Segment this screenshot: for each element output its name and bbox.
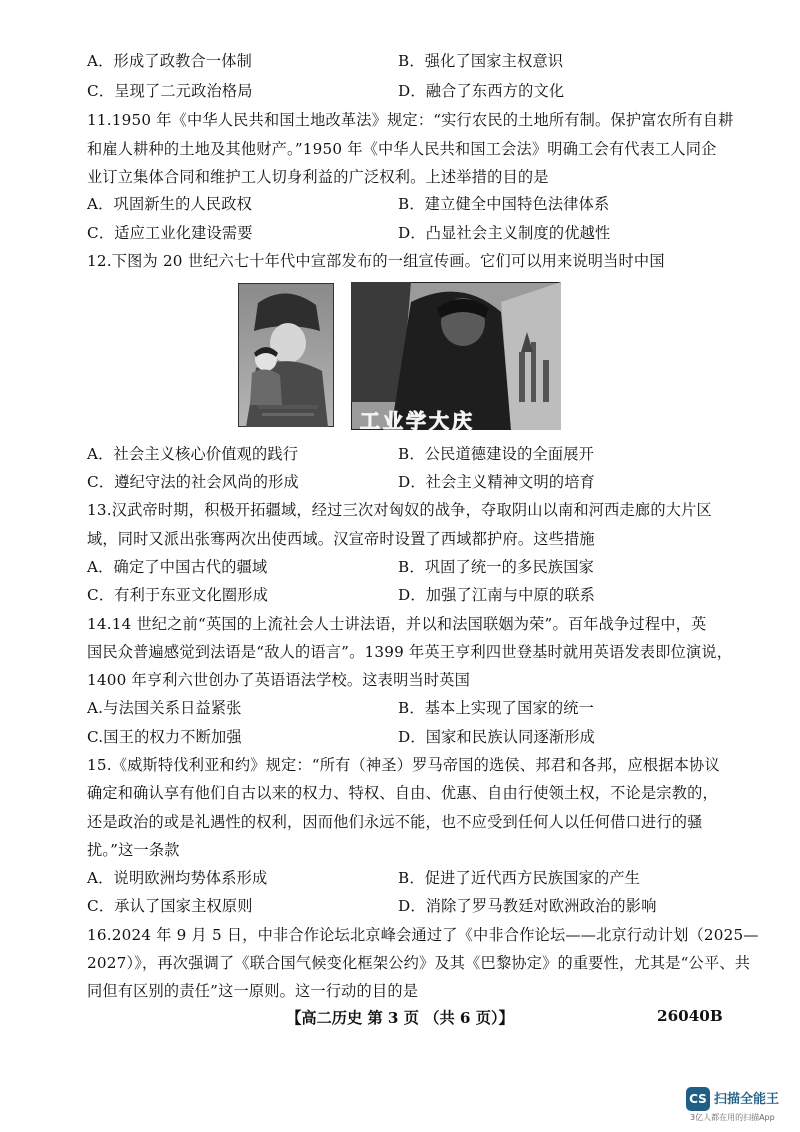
q15-stem-line-4: 扰。”这一条款: [87, 841, 180, 859]
q13-option-a: A．确定了中国古代的疆域: [87, 558, 268, 576]
paper-code: 26040B: [657, 1007, 723, 1025]
q15-option-b: B．促进了近代西方民族国家的产生: [398, 869, 641, 887]
q15-option-d: D．消除了罗马教廷对欧洲政治的影响: [398, 897, 657, 915]
q10-option-b: B．强化了国家主权意识: [398, 52, 564, 70]
q15-stem-line-1: 15.《威斯特伐利亚和约》规定：“所有（神圣）罗马帝国的选侯、邦君和各邦，应根据本协议: [87, 756, 720, 774]
q10-option-d: D．融合了东西方的文化: [398, 82, 565, 100]
q13-stem-line-2: 域，同时又派出张骞两次出使西域。汉宣帝时设置了西域都护府。这些措施: [87, 530, 595, 548]
q12-option-a: A．社会主义核心价值观的践行: [87, 445, 299, 463]
q11-stem-line-2: 和雇人耕种的土地及其他财产。”1950 年《中华人民共和国工会法》明确工会有代表工人同企: [87, 140, 717, 158]
propaganda-poster-left: [238, 283, 334, 427]
q13-option-b: B．巩固了统一的多民族国家: [398, 558, 595, 576]
q11-option-d: D．凸显社会主义制度的优越性: [398, 224, 611, 242]
q15-option-a: A．说明欧洲均势体系形成: [87, 869, 268, 887]
camscanner-logo-icon: CS: [686, 1087, 710, 1111]
q14-stem-line-3: 1400 年亨利六世创办了英语语法学校。这表明当时英国: [87, 671, 471, 689]
q11-option-a: A．巩固新生的人民政权: [87, 195, 253, 213]
q14-option-d: D．国家和民族认同逐渐形成: [398, 728, 596, 746]
page-footer: 【高二历史 第 3 页 （共 6 页）】: [286, 1009, 514, 1027]
q13-stem-line-1: 13.汉武帝时期，积极开拓疆域，经过三次对匈奴的战争，夺取阴山以南和河西走廊的大片区: [87, 501, 712, 519]
q12-option-d: D．社会主义精神文明的培育: [398, 473, 596, 491]
q10-option-a: A．形成了政教合一体制: [87, 52, 253, 70]
q14-stem-line-1: 14.14 世纪之前“英国的上流社会人士讲法语，并以和法国联姻为荣”。百年战争过程中，英: [87, 615, 707, 633]
q11-stem-line-1: 11.1950 年《中华人民共和国土地改革法》规定：“实行农民的土地所有制。保护富农所有自耕: [87, 111, 734, 129]
q15-option-c: C．承认了国家主权原则: [87, 897, 253, 915]
q12-stem: 12.下图为 20 世纪六七十年代中宣部发布的一组宣传画。它们可以用来说明当时中国: [87, 252, 665, 270]
q14-option-a: A.与法国关系日益紧张: [87, 699, 242, 717]
q16-stem-line-3: 同但有区别的责任”这一原则。这一行动的目的是: [87, 982, 419, 1000]
q14-option-c: C.国王的权力不断加强: [87, 728, 242, 746]
q16-stem-line-1: 16.2024 年 9 月 5 日，中非合作论坛北京峰会通过了《中非合作论坛——北京行动计划（2025—: [87, 926, 759, 944]
camscanner-subtitle: 3亿人都在用的扫描App: [690, 1113, 775, 1122]
q14-stem-line-2: 国民众普遍感觉到法语是“敌人的语言”。1399 年英王亨利四世登基时就用英语发表即位演说，: [87, 643, 733, 661]
q14-option-b: B．基本上实现了国家的统一: [398, 699, 595, 717]
q10-option-c: C．呈现了二元政治格局: [87, 82, 253, 100]
q15-stem-line-3: 还是政治的或是礼遇性的权利，因而他们永远不能，也不应受到任何人以任何借口进行的骚: [87, 813, 703, 831]
q12-option-c: C．遵纪守法的社会风尚的形成: [87, 473, 299, 491]
poster-caption: 工业学大庆: [360, 409, 475, 433]
q13-option-d: D．加强了江南与中原的联系: [398, 586, 596, 604]
q15-stem-line-2: 确定和确认享有他们自古以来的权力、特权、自由、优惠、自由行使领土权，不论是宗教的，: [87, 784, 718, 802]
q16-stem-line-2: 2027）》，再次强调了《联合国气候变化框架公约》及其《巴黎协定》的重要性，尤其是“公平、共: [87, 954, 751, 972]
q11-stem-line-3: 业订立集体合同和维护工人切身利益的广泛权利。上述举措的目的是: [87, 168, 549, 186]
camscanner-title: 扫描全能王: [714, 1092, 780, 1107]
q11-option-b: B．建立健全中国特色法律体系: [398, 195, 610, 213]
q12-option-b: B．公民道德建设的全面展开: [398, 445, 595, 463]
q13-option-c: C．有利于东亚文化圈形成: [87, 586, 269, 604]
q11-option-c: C．适应工业化建设需要: [87, 224, 253, 242]
